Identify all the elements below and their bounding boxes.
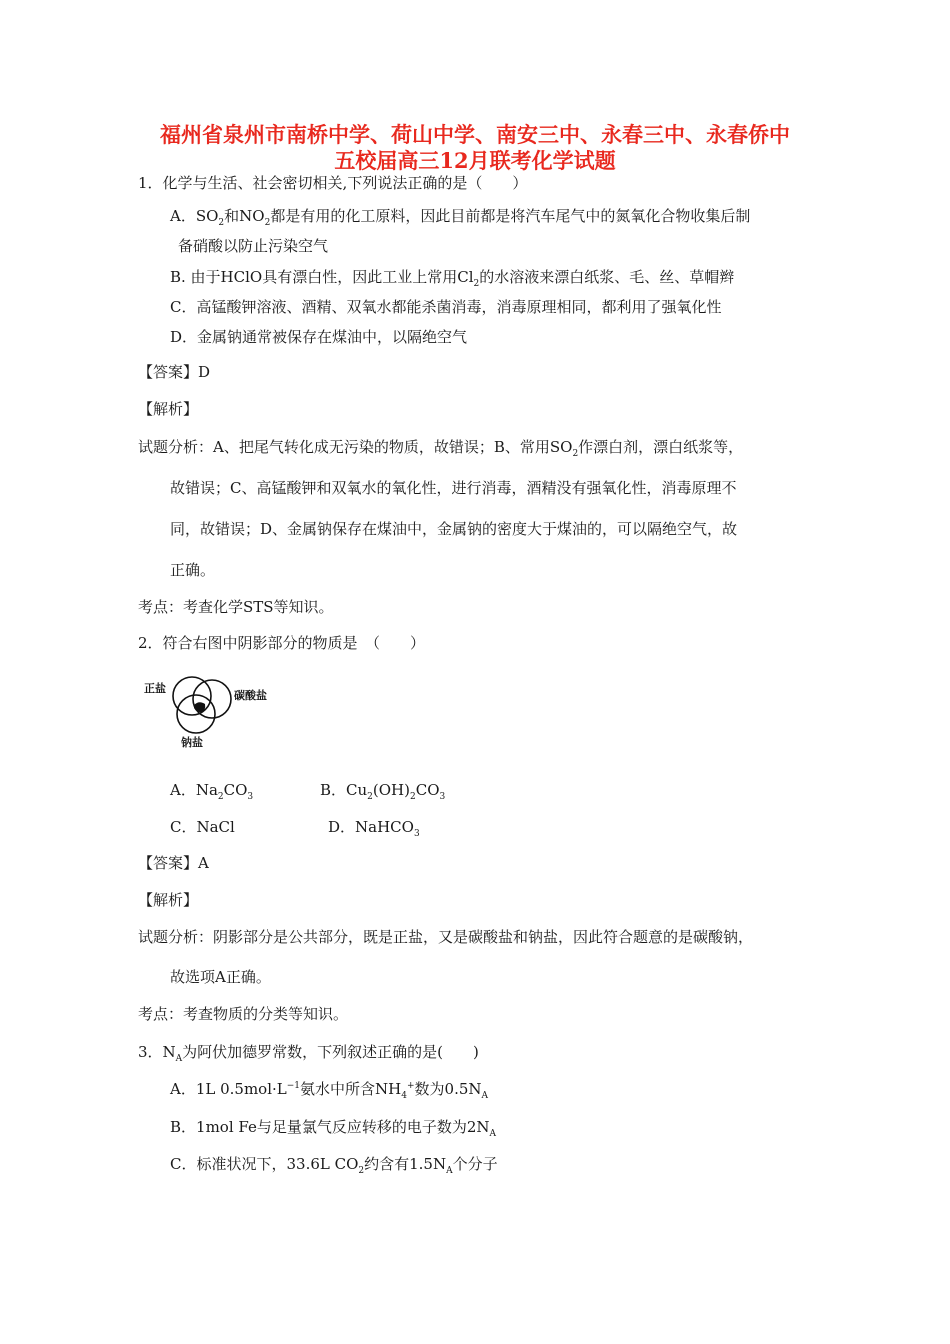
- q2-option-d: D．NaHCO$_3$: [328, 818, 420, 839]
- q1-analysis-line-2: 故错误；C、高锰酸钾和双氧水的氧化性，进行消毒，酒精没有强氧化性，消毒原理不: [170, 479, 737, 497]
- q2-analysis-tag: 【解析】: [138, 891, 199, 909]
- q1-analysis-line-4: 正确。: [170, 561, 216, 579]
- q1-analysis-line-3: 同，故错误；D、金属钠保存在煤油中，金属钠的密度大于煤油的，可以隔绝空气，故: [170, 520, 738, 538]
- q1-option-a-cont: 备硝酸以防止污染空气: [178, 237, 329, 255]
- q3-option-b: B．1mol Fe与足量氯气反应转移的电子数为$2N_A$: [170, 1118, 497, 1139]
- q2-analysis-line-2: 故选项A正确。: [170, 968, 271, 986]
- q1-analysis-line-1: 试题分析：A、把尾气转化成无污染的物质，故错误；B、常用$SO_2$作漂白剂，漂白纸浆等，: [138, 438, 744, 459]
- q3-option-c: C．标准状况下，33.6L $CO_2$约含有$1.5N_A$个分子: [170, 1155, 498, 1176]
- q3-option-a: A．1L $0.5mol\cdot L^{-1}$氨水中所含$NH_4^+$数为$0.5N_A$: [170, 1080, 489, 1101]
- q1-option-d: D．金属钠通常被保存在煤油中，以隔绝空气: [170, 328, 468, 346]
- q1-option-a: A．$SO_2$和$NO_2$都是有用的化工原料，因此目前都是将汽车尾气中的氮氧化合物收集后制: [170, 207, 751, 228]
- venn-shaded-region: [194, 702, 205, 712]
- q2-option-c: C．NaCl: [170, 818, 235, 836]
- venn-label-normal-salt: 正盐: [144, 682, 166, 695]
- venn-label-carbonate: 碳酸盐: [234, 689, 267, 702]
- q1-option-c: C．高锰酸钾溶液、酒精、双氧水都能杀菌消毒，消毒原理相同，都利用了强氧化性: [170, 298, 722, 316]
- q1-answer: 【答案】D: [138, 363, 211, 381]
- q2-stem: 2．符合右图中阴影部分的物质是 （ ）: [138, 634, 426, 652]
- title-line-1: 福州省泉州市南桥中学、荷山中学、南安三中、永春三中、永春侨中: [160, 122, 790, 147]
- q1-option-b: B. 由于HClO具有漂白性，因此工业上常用$Cl_2$的水溶液来漂白纸浆、毛、丝、草帽辫: [170, 268, 735, 289]
- q2-analysis-line-1: 试题分析：阴影部分是公共部分，既是正盐，又是碳酸盐和钠盐，因此符合题意的是碳酸钠，: [138, 928, 754, 946]
- q1-stem: 1．化学与生活、社会密切相关,下列说法正确的是（ ）: [138, 174, 528, 192]
- venn-circle-carbonate: [193, 680, 231, 718]
- q2-answer: 【答案】A: [138, 854, 209, 872]
- venn-label-sodium-salt: 钠盐: [181, 736, 203, 749]
- title-line-2: 五校届高三12月联考化学试题: [334, 148, 616, 173]
- q2-option-a: A．$Na_2CO_3$: [170, 781, 254, 802]
- q2-point: 考点：考查物质的分类等知识。: [138, 1005, 349, 1023]
- venn-diagram: [136, 672, 296, 752]
- q1-point: 考点：考查化学STS等知识。: [138, 598, 334, 616]
- q3-stem: 3．$N_A$为阿伏加德罗常数，下列叙述正确的是( ): [138, 1043, 479, 1064]
- q1-analysis-tag: 【解析】: [138, 400, 199, 418]
- q2-option-b: B．$Cu_2(OH)_2CO_3$: [320, 781, 446, 802]
